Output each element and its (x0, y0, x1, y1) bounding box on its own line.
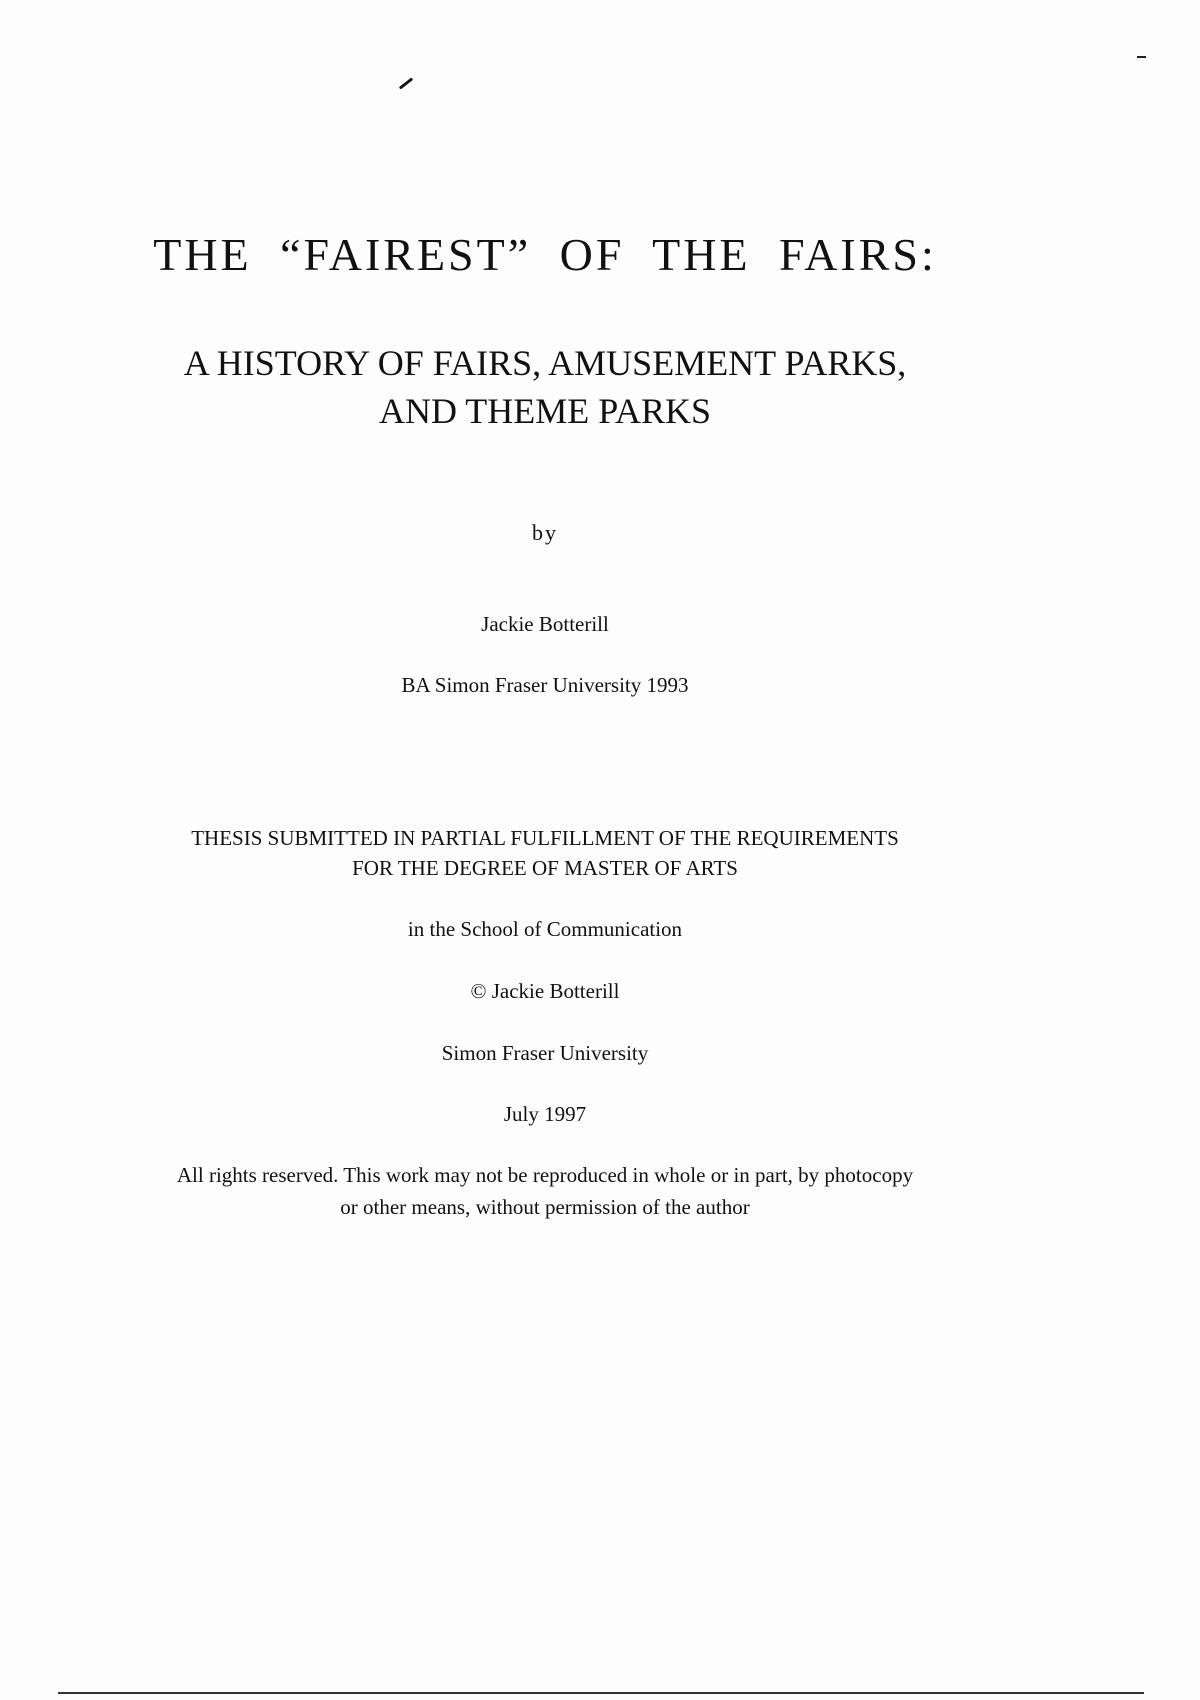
thesis-subtitle-line-2: AND THEME PARKS (378, 391, 712, 431)
prior-degree: BA Simon Fraser University 1993 (401, 673, 689, 697)
school-name: in the School of Communication (407, 917, 683, 941)
stray-pen-mark (399, 77, 413, 89)
submission-date: July 1997 (503, 1102, 587, 1126)
by-label: by (532, 520, 558, 545)
bottom-rule (58, 1692, 1144, 1694)
copyright-notice: © Jackie Botterill (470, 979, 620, 1003)
corner-dash-mark (1137, 56, 1146, 58)
thesis-subtitle-line-1: A HISTORY OF FAIRS, AMUSEMENT PARKS, (183, 343, 907, 383)
university-name: Simon Fraser University (441, 1041, 649, 1065)
thesis-statement-line-1: THESIS SUBMITTED IN PARTIAL FULFILLMENT OF THE REQUIREMENTS (191, 826, 899, 850)
rights-statement-line-1: All rights reserved. This work may not be reproduced in whole or in part, by photocopy (176, 1163, 914, 1187)
rights-statement-line-2: or other means, without permission of the author (340, 1195, 750, 1219)
author-name: Jackie Botterill (481, 612, 609, 636)
thesis-title: THE “FAIREST” OF THE FAIRS: (153, 229, 937, 280)
thesis-statement-line-2: FOR THE DEGREE OF MASTER OF ARTS (352, 856, 738, 880)
